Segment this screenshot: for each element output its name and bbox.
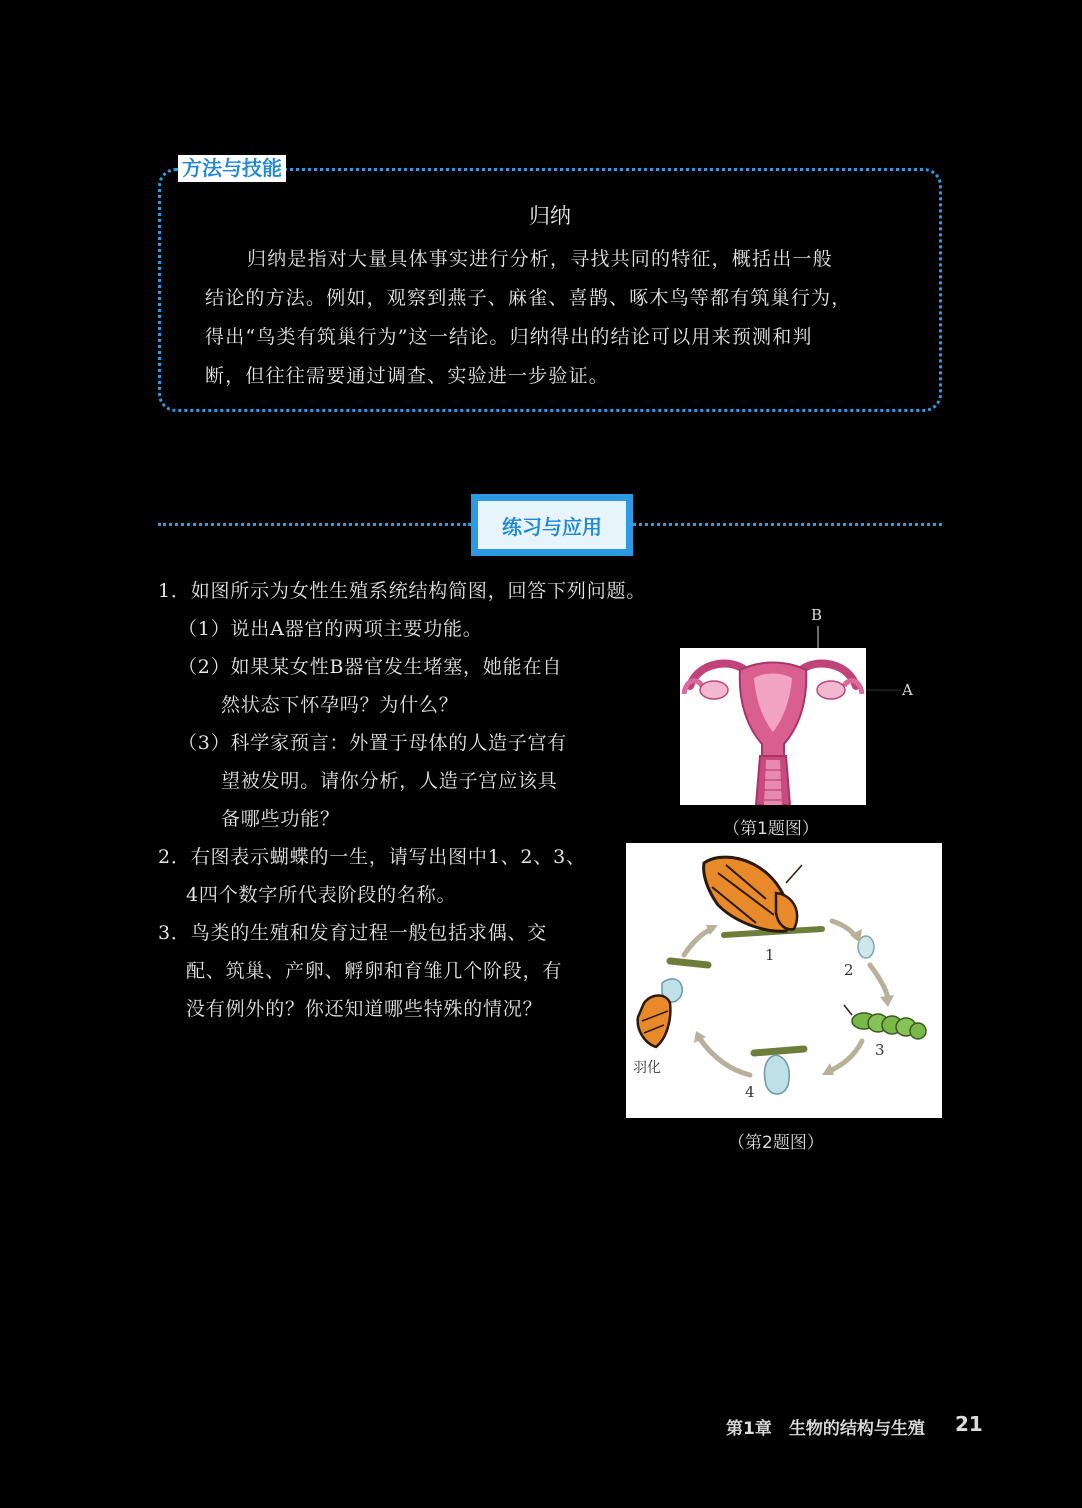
stage-label-3: 3 — [875, 1041, 885, 1059]
divider-left — [158, 523, 471, 526]
divider-right — [633, 523, 942, 526]
question-3-cont: 配、筑巢、产卵、孵卵和育雏几个阶段，有 — [186, 960, 563, 982]
question-2: 2．右图表示蝴蝶的一生，请写出图中1、2、3、 — [158, 846, 586, 868]
question-1-sub2: （2）如果某女性B器官发生堵塞，她能在自 — [178, 656, 563, 678]
practice-badge — [471, 494, 633, 556]
figure-2-butterfly-life-cycle — [626, 843, 942, 1118]
method-line: 归纳是指对大量具体事实进行分析，寻找共同的特征，概括出一般 — [247, 248, 833, 270]
figure-1-label-a: A — [902, 681, 913, 699]
method-skills-tag: 方法与技能 — [178, 155, 286, 182]
question-1-sub3-cont: 望被发明。请你分析，人造子宫应该具 — [221, 770, 558, 792]
question-1-sub3: （3）科学家预言：外置于母体的人造子宫有 — [178, 732, 568, 754]
eclosion-label: 羽化 — [633, 1060, 661, 1076]
practice-badge-label: 练习与应用 — [478, 501, 626, 549]
uterus-illustration — [680, 648, 866, 805]
stage-label-1: 1 — [765, 946, 775, 964]
question-1-sub1: （1）说出A器官的两项主要功能。 — [178, 618, 483, 640]
figure-1-uterus-diagram — [680, 648, 866, 805]
stage-label-2: 2 — [844, 961, 854, 979]
question-2-cont: 4四个数字所代表阶段的名称。 — [186, 884, 457, 906]
method-line: 结论的方法。例如，观察到燕子、麻雀、喜鹊、啄木鸟等都有筑巢行为， — [205, 287, 852, 309]
question-1-stem: 1．如图所示为女性生殖系统结构简图，回答下列问题。 — [158, 580, 647, 602]
stage-label-4: 4 — [745, 1083, 755, 1101]
method-body — [205, 240, 905, 396]
question-3: 3．鸟类的生殖和发育过程一般包括求偶、交 — [158, 922, 548, 944]
figure-2-caption: （第2题图） — [728, 1133, 824, 1153]
footer-chapter-title: 第1章 生物的结构与生殖 — [726, 1419, 925, 1439]
question-1-sub3-cont2: 备哪些功能？ — [221, 808, 340, 830]
question-1-sub2-cont: 然状态下怀孕吗？为什么？ — [221, 694, 459, 716]
method-line: 得出“鸟类有筑巢行为”这一结论。归纳得出的结论可以用来预测和判 — [205, 326, 813, 348]
question-3-cont2: 没有例外的？你还知道哪些特殊的情况？ — [186, 998, 543, 1020]
method-title: 归纳 — [529, 204, 571, 228]
figure-1-label-b: B — [811, 606, 823, 624]
method-line: 断，但往往需要通过调查、实验进一步验证。 — [205, 365, 610, 387]
figure-1-caption: （第1题图） — [723, 819, 819, 839]
page-number: 21 — [955, 1412, 983, 1436]
life-cycle-illustration — [626, 843, 942, 1118]
